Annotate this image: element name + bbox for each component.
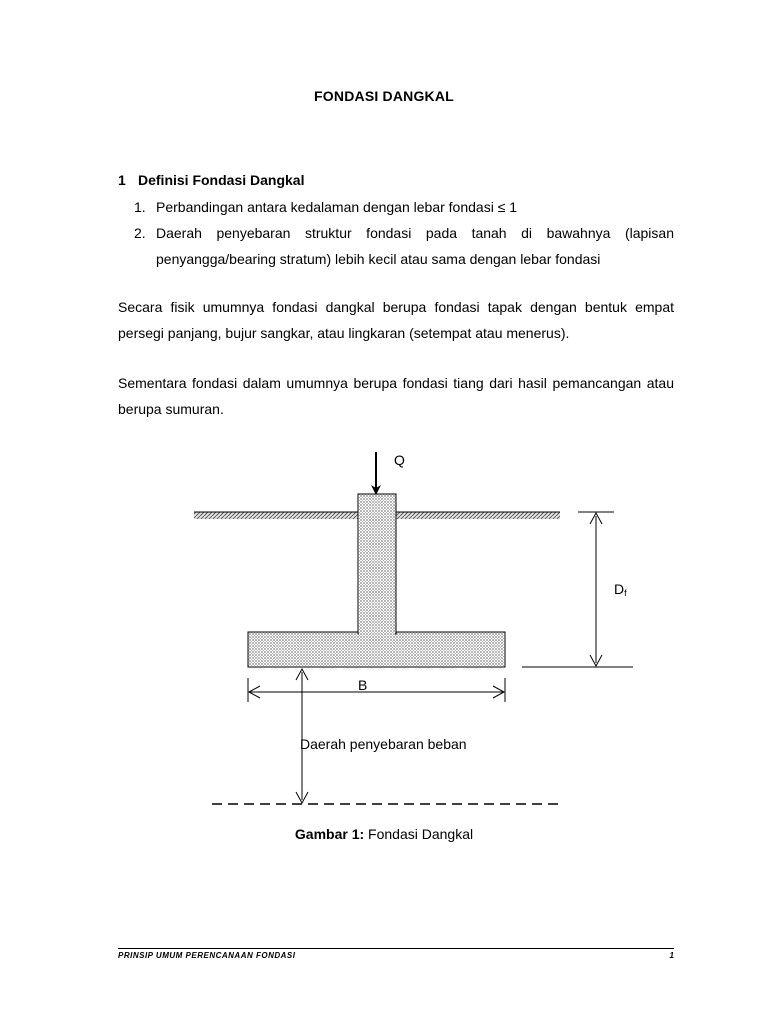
depth-label: Df	[614, 581, 627, 598]
load-label: Q	[394, 452, 405, 468]
list-item-text: Daerah penyebaran struktur fondasi pada tanah di bawahnya (lapisan penyangga/bearing stratum) lebih kecil atau sama dengan lebar fondasi	[156, 225, 674, 267]
list-item-text: Perbandingan antara kedalaman dengan lebar fondasi ≤ 1	[156, 199, 518, 215]
list-item	[134, 194, 674, 220]
column	[358, 494, 396, 634]
caption-text: Fondasi Dangkal	[364, 826, 474, 842]
section-heading	[118, 172, 304, 188]
footing	[248, 632, 505, 667]
width-label: B	[358, 677, 368, 693]
list-item	[134, 220, 674, 272]
section-number: 1	[118, 172, 126, 188]
paragraph: Secara fisik umumnya fondasi dangkal berupa fondasi tapak dengan bentuk empat persegi panjang, bujur sangkar, atau lingkaran (setempat atau menerus).	[118, 299, 674, 341]
spread-label: Daerah penyebaran beban	[300, 736, 467, 752]
paragraph: Sementara fondasi dalam umumnya berupa fondasi tiang dari hasil pemancangan atau berupa sumuran.	[118, 375, 674, 417]
section-title: Definisi Fondasi Dangkal	[138, 172, 305, 188]
footer-title: PRINSIP UMUM PERENCANAAN FONDASI	[118, 951, 296, 960]
page-title: FONDASI DANGKAL	[314, 88, 454, 104]
foundation-diagram	[0, 440, 768, 820]
width-dimension	[248, 678, 505, 702]
list-marker: 2.	[134, 225, 146, 241]
figure-caption	[0, 826, 768, 842]
page-number: 1	[669, 951, 674, 960]
list-marker: 1.	[134, 199, 146, 215]
footer-divider	[118, 948, 674, 949]
caption-label: Gambar 1:	[294, 826, 365, 842]
